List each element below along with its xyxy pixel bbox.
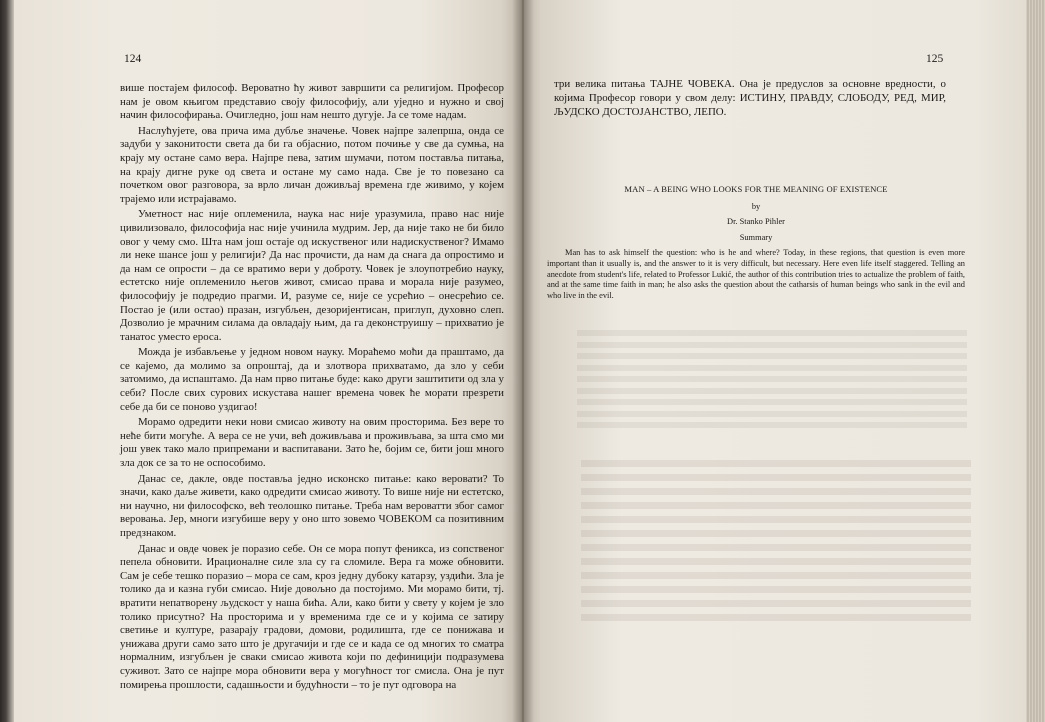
paragraph: више постајем философ. Вероватно ћу живот завршити са религијом. Професор нам је овом књигом представио своју философију, али уједно и нужно и свој начин философирања. Очигледно, још нам нешто дугује. Ја се томе надам. <box>120 82 504 122</box>
paragraph: Наслућујете, ова прича има дубље значење. Човек најпре залепршa, онда се задуби у законитости света да би га објаснио, потом почиње у све да сумња, на крају му остане само вера. Најпре пева, затим шумачи, потом поставља питања, на крају дигне руке од света и остане му само нада. Све је то повезано са почетком овог разговора, за врло личан доживљај времена где живимо, у којем трајемо или истрајавамо. <box>120 124 504 205</box>
summary-title: MAN – A BEING WHO LOOKS FOR THE MEANING OF EXISTENCE <box>624 184 888 194</box>
page-edges <box>1026 0 1045 722</box>
right-page-intro <box>554 78 946 119</box>
summary-author: Dr. Stanko Pihler <box>727 217 785 227</box>
left-page-body <box>120 82 504 694</box>
summary-by: by <box>751 201 761 211</box>
bleed-through-text <box>577 330 967 434</box>
paragraph: три велика питања ТАЈНЕ ЧОВЕКА. Она је предуслов за основне вредности, о којима Професор говори у свом делу: ИСТИНУ, ПРАВДУ, СЛОБОДУ, РЕД, МИР, ЉУДСКО ДОСТОЈАНСТВО, ЛЕПО. <box>554 78 946 118</box>
paragraph: Морамо одредити неки нови смисао животу на овим просторима. Без вере то неће бити могуће. А вера се не учи, већ доживљава и проживљава, за шта смо ми још увек тако мало припремани и васпитавани. Зато ће, бојим се, бити још много зла док се за то не оспособимо. <box>120 416 504 470</box>
summary-heading: Summary <box>739 232 773 242</box>
summary-body: Man has to ask himself the question: who is he and where? Today, in these regions, that question is even more important than it usually is, and the answer to it is very difficult, but necessary. Here even life itself staggered. Telling an anecdote from student's life, related to Professor Lukić, the author of this contribution tries to actualize the problem of faith, and at the same time faith in man; he also asks the question about the catharsis of human beings who sank in the evil and who live in the evil. <box>547 248 965 300</box>
right-page <box>521 0 1026 722</box>
bleed-through-text <box>581 460 971 628</box>
book-gutter <box>512 0 534 722</box>
english-summary <box>547 184 965 301</box>
page-number-left: 124 <box>124 53 142 65</box>
left-page <box>14 0 521 722</box>
page-number-right: 125 <box>926 53 944 65</box>
paragraph: Данас се, дакле, овде поставља једно исконско питање: како веровати? То значи, како даље живети, како одредити смисао животу. То више није ни естетско, ни научно, ни философско, већ теолошко питање. Треба нам вероватти због самог веровања. Јер, многи изгубише веру у оно што зовемо ЧОВЕКОМ са позитивним предзнаком. <box>120 472 504 539</box>
paragraph: Уметност нас није оплеменила, наука нас није уразумила, право нас није цивилизовало, философија нас није учинила мудрим. Јер, да није тако не би било овог у чему смо. Шта нам још остаје од искуственог или надискуственог? Имамо ли неке шансе још у религији? Да нас прочисти, да нам да снага да опростимо и да нам се опрости – да се вратимо вери у доброту. Човек је злоупотребио науку, естетско није оплеменило његов живот, смисао права и морала није разумео, философију је подредио прагми. И, разуме се, није се усрећио – онесрећио се. Постао је (или остао) празан, изгубљен, дезоријентисан, приглуп, духовно слеп. Дозволио је мрачним силама да овладају њим, да га деконструишу – прихватио је танатос уместо ероса. <box>120 208 504 343</box>
paragraph: Данас и овде човек је поразио себе. Он се мора попут феникса, из сопственог пепела обновити. Ирационалне силе зла су га сломиле. Вера га може обновити. Сам је себе тешко поразио – мора се сам, кроз једну дубоку катарзу, уздићи. Зла је толико да и казна губи смисао. Није довољно да постојимо. Ми морамо бити, тј. вратити непатворену људскост у наша бића. Али, како бити у свету у којем је зло толико присутно? На просторима и у временима где се и у којима се затиру светиње и културе, разарају градови, домови, родилишта, где се понижава и унижава други само зато што је другачији и где се и када се од многих то сматра нормалним, изгубљен је сваки смисао живота који по дефиницији подразумева суживот. Зато се најпре мора обновити вера у могућност тог смисла. Она је пут помирења прошлости, садашњости и будућности – то је пут одговора на <box>120 542 504 691</box>
paragraph: Можда је избављење у једном новом науку. Мораћемо моћи да праштамо, да се кајемо, да молимо за опроштај, да и злотвора прихватамо, да зло у себи затомимо, да испаштамо. Да нам прво питање буде: како други заштитити од зла у себи? После свих сурових искустава нашег времена човек ће морати презрети себе да би се поново уздигао! <box>120 346 504 413</box>
